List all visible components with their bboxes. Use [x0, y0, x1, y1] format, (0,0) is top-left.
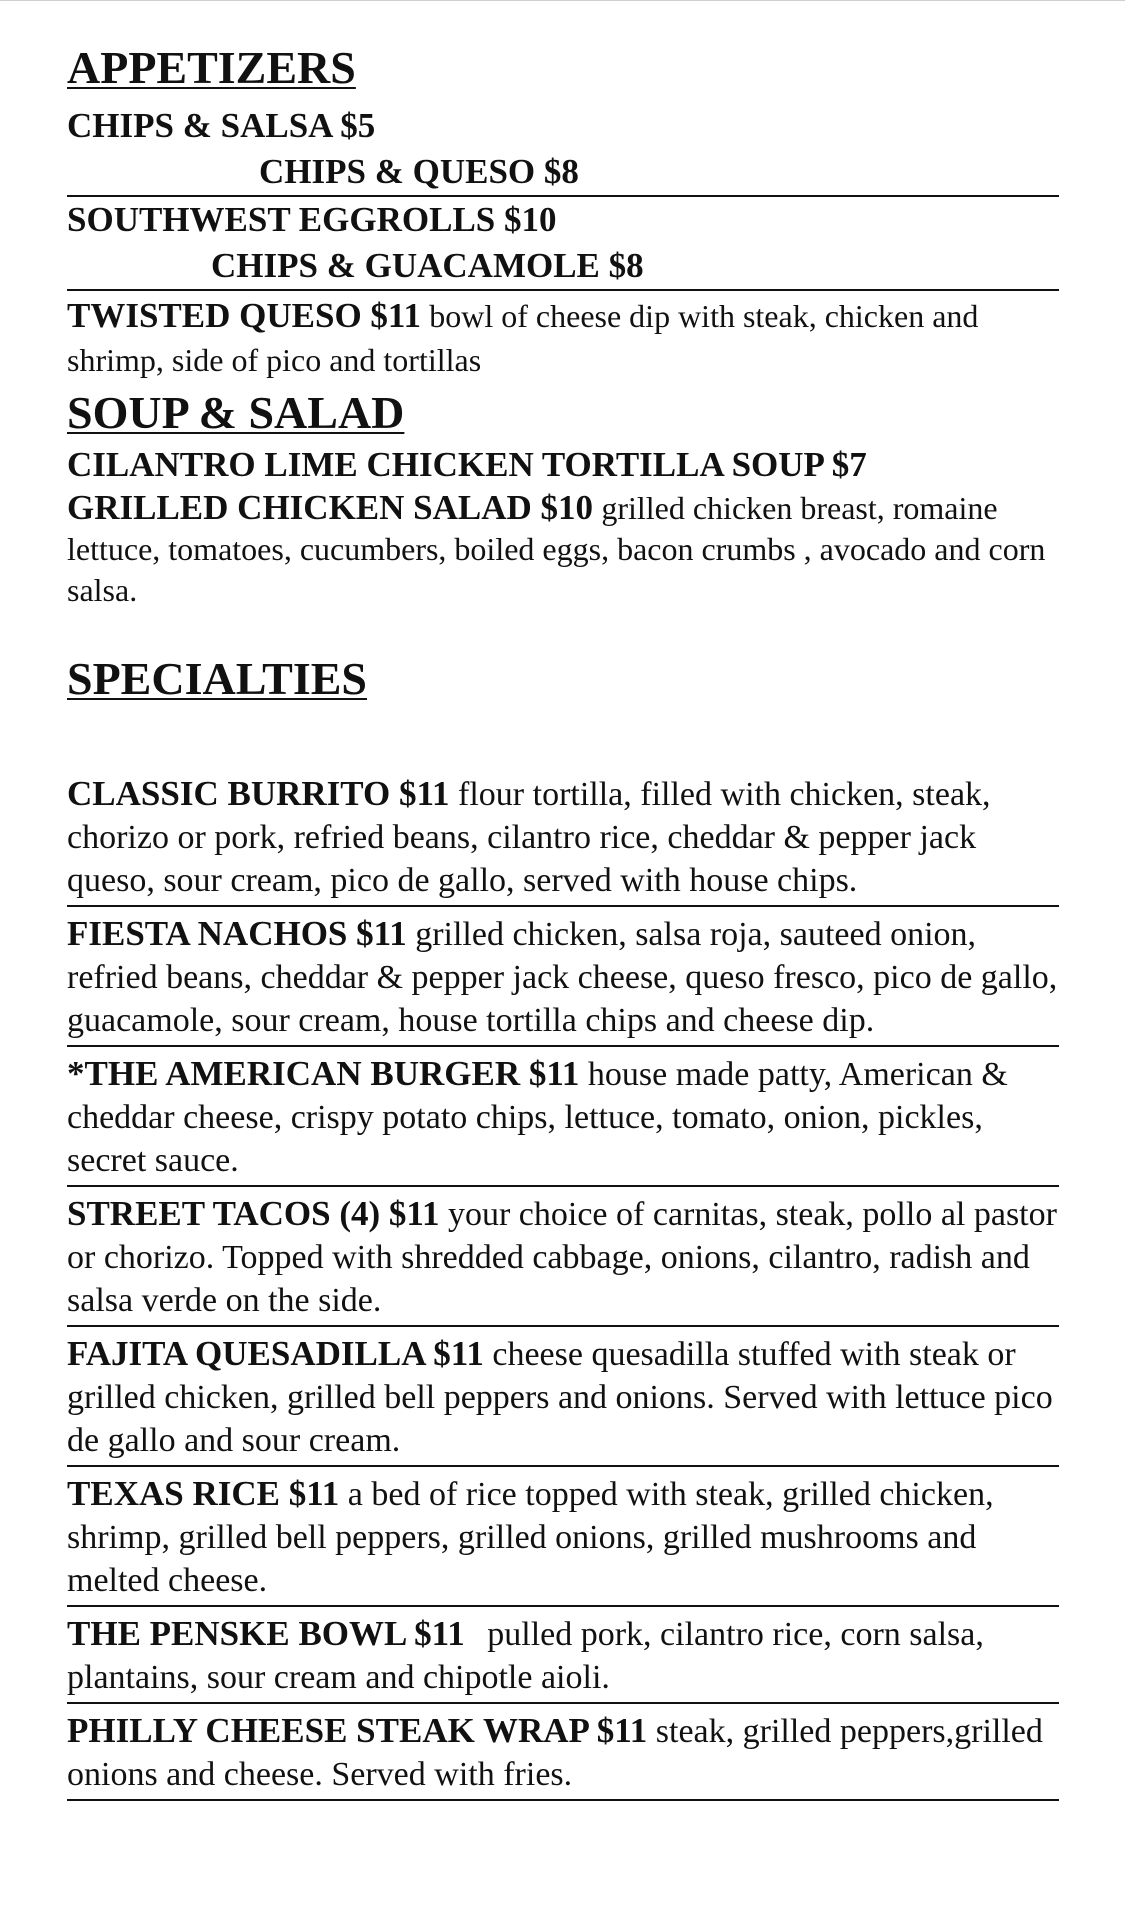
- menu-item-texas-rice: [67, 1467, 1059, 1607]
- menu-item-fiesta-nachos: [67, 907, 1059, 1047]
- menu-item-classic-burrito: [67, 767, 1059, 907]
- menu-item-american-burger: [67, 1047, 1059, 1187]
- item-name: FAJITA QUESADILLA $11: [67, 1333, 484, 1373]
- item-description: flour tortilla, filled with chicken, steak, chorizo or pork, refried beans, cilantro rice, cheddar & pepper jack queso, sour cream, pico de gallo, served with house chips.: [67, 775, 991, 899]
- menu-item-street-tacos: [67, 1187, 1059, 1327]
- item-name: GRILLED CHICKEN SALAD $10: [67, 488, 594, 528]
- menu-item-chips-queso: CHIPS & QUESO $8: [67, 149, 1059, 197]
- menu-item-chips-salsa: CHIPS & SALSA $5: [67, 106, 376, 146]
- item-description: pulled pork, cilantro rice, corn salsa, plantains, sour cream and chipotle aioli.: [67, 1615, 984, 1696]
- item-description: grilled chicken, salsa roja, sauteed onion, refried beans, cheddar & pepper jack cheese, queso fresco, pico de gallo, guacamole, sour cream, house tortilla chips and cheese dip.: [67, 915, 1058, 1039]
- item-name: *THE AMERICAN BURGER $11: [67, 1053, 580, 1093]
- item-description: a bed of rice topped with steak, grilled chicken, shrimp, grilled bell peppers, grilled onions, grilled mushrooms and melted cheese.: [67, 1475, 994, 1599]
- top-border: [0, 0, 1125, 1]
- item-description: bowl of cheese dip with steak, chicken and shrimp, side of pico and tortillas: [67, 298, 979, 379]
- item-name: FIESTA NACHOS $11: [67, 913, 407, 953]
- menu-item-tortilla-soup: CILANTRO LIME CHICKEN TORTILLA SOUP $7: [67, 445, 867, 485]
- menu-item-grilled-chicken-salad: [67, 488, 1059, 611]
- item-name: TWISTED QUESO $11: [67, 296, 421, 336]
- menu-item-southwest-eggrolls: SOUTHWEST EGGROLLS $10: [67, 200, 557, 240]
- specialties-heading: SPECIALTIES: [67, 653, 368, 705]
- item-description: cheese quesadilla stuffed with steak or grilled chicken, grilled bell peppers and onions. Served with lettuce pico de gallo and sour cream.: [67, 1335, 1053, 1459]
- soup-salad-heading: SOUP & SALAD: [67, 387, 405, 439]
- item-name: CLASSIC BURRITO $11: [67, 773, 450, 813]
- menu-item-fajita-quesadilla: [67, 1327, 1059, 1467]
- menu-item-penske-bowl: [67, 1607, 1059, 1704]
- item-description: grilled chicken breast, romaine lettuce, tomatoes, cucumbers, boiled eggs, bacon crumbs , avocado and corn salsa.: [67, 490, 1046, 609]
- item-name: TEXAS RICE $11: [67, 1473, 340, 1513]
- menu-item-chips-guacamole: CHIPS & GUACAMOLE $8: [67, 243, 1059, 291]
- appetizers-heading: APPETIZERS: [67, 42, 356, 93]
- menu-item-twisted-queso: [67, 291, 1059, 383]
- item-name: STREET TACOS (4) $11: [67, 1193, 440, 1233]
- item-description: house made patty, American & cheddar cheese, crispy potato chips, lettuce, tomato, onion, pickles, secret sauce.: [67, 1055, 1008, 1179]
- item-description: your choice of carnitas, steak, pollo al pastor or chorizo. Topped with shredded cabbage, onions, cilantro, radish and salsa verde on the side.: [67, 1195, 1057, 1319]
- item-description: steak, grilled peppers,grilled onions and cheese. Served with fries.: [67, 1712, 1043, 1793]
- menu-page: [67, 40, 1059, 1801]
- item-name: PHILLY CHEESE STEAK WRAP $11: [67, 1710, 648, 1750]
- menu-item-philly-cheese-steak-wrap: [67, 1704, 1059, 1801]
- item-name: THE PENSKE BOWL $11: [67, 1613, 465, 1653]
